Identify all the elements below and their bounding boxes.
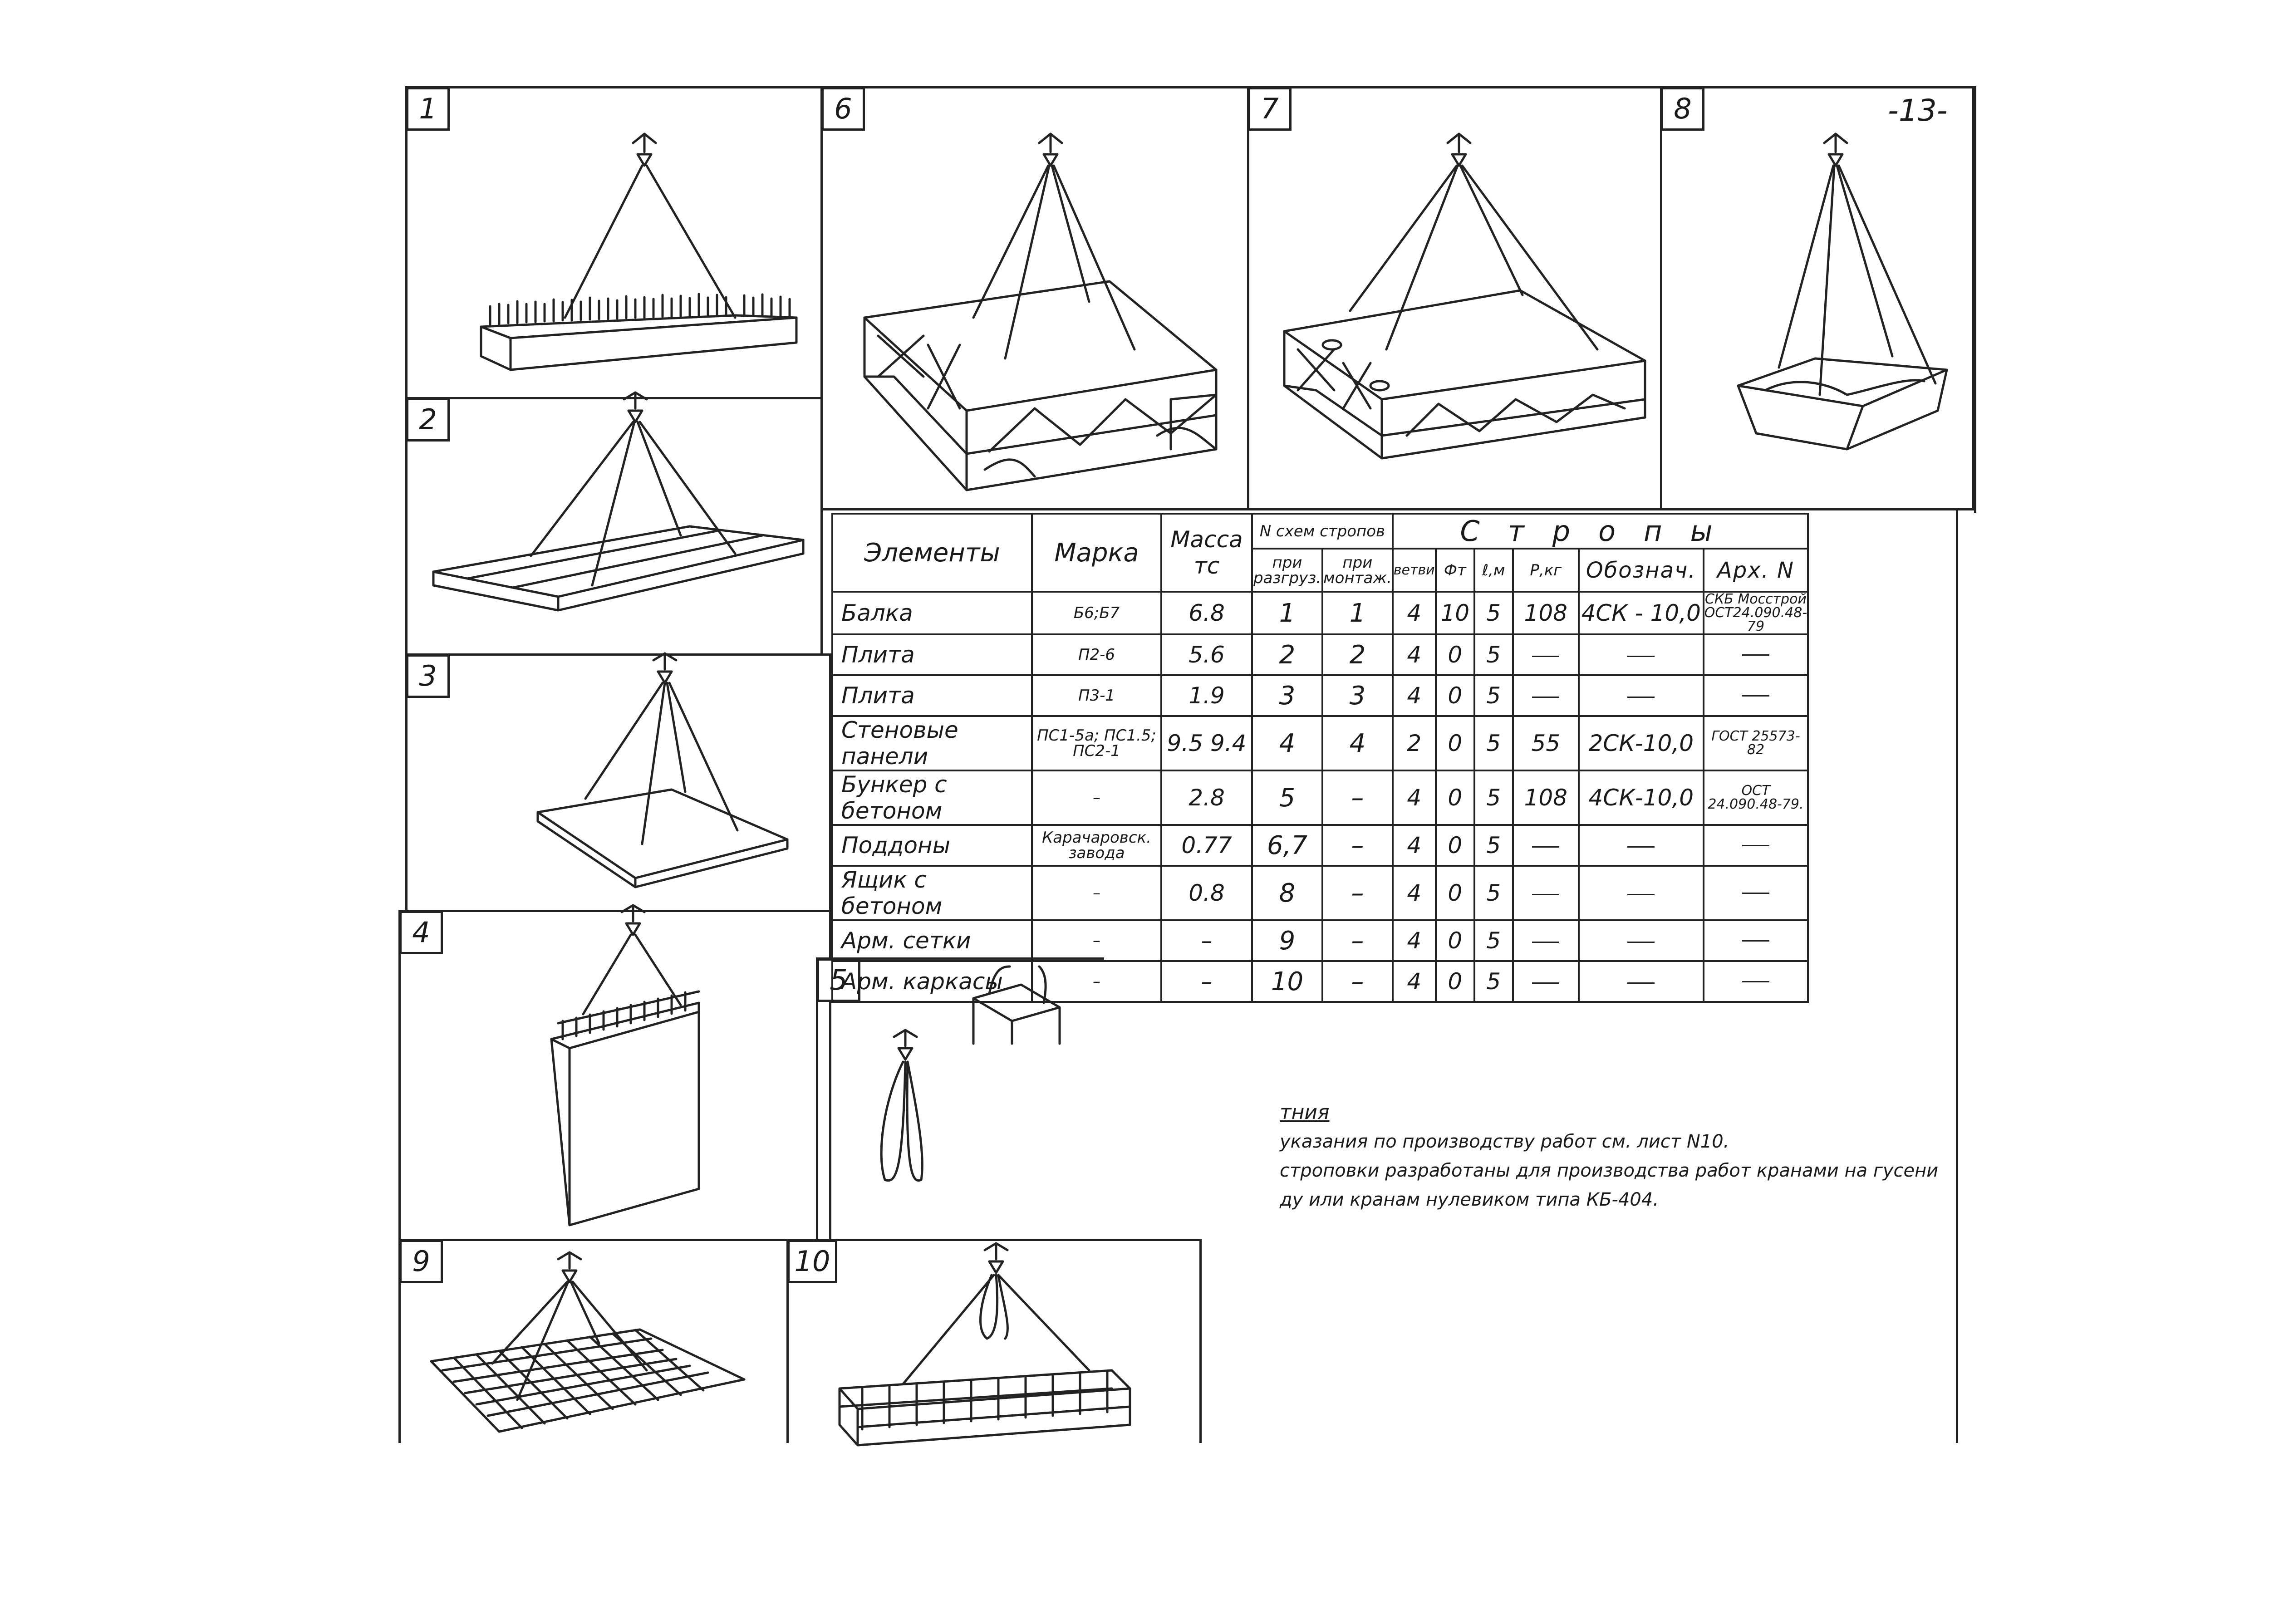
cell-p: 108 xyxy=(1513,770,1579,825)
ditto-mark xyxy=(1627,656,1655,657)
panel-number-6: 6 xyxy=(821,87,865,131)
panel-number-2: 2 xyxy=(406,398,450,442)
header-mass: Масса тс xyxy=(1161,514,1252,592)
cell-element: Плита xyxy=(832,634,1032,675)
cell-length: 5 xyxy=(1474,825,1513,866)
cell-length: 5 xyxy=(1474,961,1513,1002)
table-row xyxy=(832,592,1808,634)
cell-designation xyxy=(1579,920,1704,961)
cell-element: Стеновые панели xyxy=(832,716,1032,770)
cell-element: Поддоны xyxy=(832,825,1032,866)
notes-line-1: указания по производству работ см. лист N10. xyxy=(1280,1131,1729,1152)
cell-element: Балка xyxy=(832,592,1032,634)
cell-scheme-mount: – xyxy=(1322,920,1393,961)
notes-line-2: строповки разработаны для производства работ кранами на гусени xyxy=(1280,1160,1939,1181)
cell-designation xyxy=(1579,961,1704,1002)
cell-length: 5 xyxy=(1474,716,1513,770)
ditto-mark xyxy=(1742,695,1769,697)
panel-number-7: 7 xyxy=(1248,87,1292,131)
cell-scheme-mount: 3 xyxy=(1322,675,1393,716)
cell-p: 108 xyxy=(1513,592,1579,634)
cell-scheme-unload: 9 xyxy=(1252,920,1322,961)
cell-p xyxy=(1513,920,1579,961)
cell-mass: 1.9 xyxy=(1161,675,1252,716)
cell-scheme-unload: 1 xyxy=(1252,592,1322,634)
cell-branches: 4 xyxy=(1393,825,1436,866)
table-row xyxy=(832,634,1808,675)
cell-p xyxy=(1513,961,1579,1002)
cell-mass: 0.8 xyxy=(1161,866,1252,920)
cell-mark: – xyxy=(1032,866,1161,920)
cell-scheme-mount: – xyxy=(1322,961,1393,1002)
ditto-mark xyxy=(1627,982,1655,984)
notes-block xyxy=(1280,1098,1938,1214)
flat-slab-drawing xyxy=(538,653,787,887)
panel-number-8: 8 xyxy=(1661,87,1704,131)
table-row xyxy=(832,961,1808,1002)
cell-diameter: 0 xyxy=(1436,866,1474,920)
cell-mark: Б6;Б7 xyxy=(1032,592,1161,634)
cell-arch xyxy=(1704,866,1808,920)
panel-number-3: 3 xyxy=(406,654,450,698)
cell-scheme-unload: 4 xyxy=(1252,716,1322,770)
panel-number-1: 1 xyxy=(406,87,450,131)
ditto-mark xyxy=(1742,940,1769,942)
panel-number-9: 9 xyxy=(399,1240,443,1283)
ditto-mark xyxy=(1742,845,1769,846)
cell-designation: 4СК - 10,0 xyxy=(1579,592,1704,634)
slings-table xyxy=(831,513,1809,1003)
cell-designation: 2СК-10,0 xyxy=(1579,716,1704,770)
pallet-frame-drawing-6 xyxy=(864,134,1216,490)
page-number: -13- xyxy=(1888,93,1948,128)
cell-mark: П3-1 xyxy=(1032,675,1161,716)
cell-scheme-unload: 2 xyxy=(1252,634,1322,675)
cell-branches: 4 xyxy=(1393,770,1436,825)
header-p: Р,кг xyxy=(1513,549,1579,592)
pallet-frame-drawing-7 xyxy=(1284,134,1645,458)
cell-scheme-mount: 4 xyxy=(1322,716,1393,770)
cell-diameter: 0 xyxy=(1436,825,1474,866)
rebar-cage-drawing xyxy=(840,1243,1130,1445)
cell-p xyxy=(1513,675,1579,716)
cell-p xyxy=(1513,634,1579,675)
ditto-mark xyxy=(1532,982,1559,984)
cell-element: Арм. каркасы xyxy=(832,961,1032,1002)
cell-arch xyxy=(1704,634,1808,675)
ditto-mark xyxy=(1742,654,1769,656)
table-row xyxy=(832,866,1808,920)
panel-number-4: 4 xyxy=(399,911,443,954)
header-mark: Марка xyxy=(1032,514,1161,592)
cell-mark: – xyxy=(1032,961,1161,1002)
header-slings: Стропы xyxy=(1393,514,1808,549)
cell-scheme-mount: – xyxy=(1322,866,1393,920)
header-branches: ветви xyxy=(1393,549,1436,592)
table-row xyxy=(832,825,1808,866)
cell-arch: СКБ Мосстрой ОСТ24.090.48-79 xyxy=(1704,591,1807,634)
ditto-mark xyxy=(1627,894,1655,895)
table-row xyxy=(832,675,1808,716)
cell-length: 5 xyxy=(1474,866,1513,920)
ditto-mark xyxy=(1532,894,1559,895)
cell-branches: 4 xyxy=(1393,592,1436,634)
beam-drawing xyxy=(481,134,796,370)
header-diameter: Фт xyxy=(1436,549,1474,592)
cell-designation xyxy=(1579,675,1704,716)
cell-designation xyxy=(1579,634,1704,675)
cell-arch xyxy=(1704,825,1808,866)
panel-number-5: 5 xyxy=(817,958,860,1002)
cell-scheme-unload: 5 xyxy=(1252,770,1322,825)
cell-mark: – xyxy=(1032,920,1161,961)
table-body xyxy=(832,592,1808,1002)
ditto-mark xyxy=(1742,981,1769,982)
table-row xyxy=(832,716,1808,770)
ditto-mark xyxy=(1627,697,1655,698)
cell-branches: 4 xyxy=(1393,634,1436,675)
cell-scheme-unload: 8 xyxy=(1252,866,1322,920)
cell-diameter: 0 xyxy=(1436,770,1474,825)
cell-mass: 9.5 9.4 xyxy=(1161,716,1252,770)
ditto-mark xyxy=(1532,656,1559,657)
cell-branches: 4 xyxy=(1393,866,1436,920)
cell-diameter: 10 xyxy=(1436,592,1474,634)
cell-scheme-unload: 3 xyxy=(1252,675,1322,716)
notes-title: тния xyxy=(1280,1101,1330,1124)
ditto-mark xyxy=(1532,942,1559,943)
wall-panel-drawing xyxy=(551,905,699,1225)
cell-length: 5 xyxy=(1474,675,1513,716)
header-schemes: N схем стропов xyxy=(1252,514,1393,549)
cell-p: 55 xyxy=(1513,716,1579,770)
cell-arch xyxy=(1704,920,1808,961)
ditto-mark xyxy=(1532,846,1559,848)
cell-arch xyxy=(1704,961,1808,1002)
ditto-mark xyxy=(1742,893,1769,894)
cell-length: 5 xyxy=(1474,770,1513,825)
cell-length: 5 xyxy=(1474,920,1513,961)
cell-diameter: 0 xyxy=(1436,675,1474,716)
table-row xyxy=(832,770,1808,825)
cell-mass: 5.6 xyxy=(1161,634,1252,675)
concrete-box-drawing xyxy=(1738,134,1947,449)
cell-scheme-mount: 1 xyxy=(1322,592,1393,634)
cell-mark: П2-6 xyxy=(1032,634,1161,675)
cell-mass: 0.77 xyxy=(1161,825,1252,866)
cell-branches: 4 xyxy=(1393,675,1436,716)
cell-mark: – xyxy=(1032,770,1161,825)
header-arch-n: Арх. N xyxy=(1704,549,1808,592)
ribbed-slab-drawing xyxy=(433,393,803,610)
cell-element: Арм. сетки xyxy=(832,920,1032,961)
cell-mass: – xyxy=(1161,920,1252,961)
cell-scheme-mount: – xyxy=(1322,825,1393,866)
cell-p xyxy=(1513,825,1579,866)
cell-branches: 2 xyxy=(1393,716,1436,770)
cell-arch: ОСТ 24.090.48-79. xyxy=(1704,770,1808,825)
cell-scheme-mount: 2 xyxy=(1322,634,1393,675)
ditto-mark xyxy=(1627,942,1655,943)
header-designation: Обознач. xyxy=(1579,549,1704,592)
cell-element: Ящик с бетоном xyxy=(832,866,1032,920)
header-elements: Элементы xyxy=(832,514,1032,592)
header-length: ℓ,м xyxy=(1474,549,1513,592)
cell-branches: 4 xyxy=(1393,920,1436,961)
cell-branches: 4 xyxy=(1393,961,1436,1002)
cell-arch: ГОСТ 25573-82 xyxy=(1704,716,1808,770)
cell-diameter: 0 xyxy=(1436,716,1474,770)
ditto-mark xyxy=(1532,697,1559,698)
cell-scheme-unload: 6,7 xyxy=(1252,825,1322,866)
cell-designation xyxy=(1579,825,1704,866)
ditto-mark xyxy=(1627,846,1655,848)
cell-length: 5 xyxy=(1474,634,1513,675)
notes-line-3: ду или кранам нулевиком типа КБ-404. xyxy=(1280,1189,1659,1210)
cell-element: Плита xyxy=(832,675,1032,716)
cell-scheme-mount: – xyxy=(1322,770,1393,825)
cell-p xyxy=(1513,866,1579,920)
cell-mass: 6.8 xyxy=(1161,592,1252,634)
header-at-unloading: при разгруз. xyxy=(1252,549,1322,592)
cell-designation xyxy=(1579,866,1704,920)
table-row xyxy=(832,920,1808,961)
cell-diameter: 0 xyxy=(1436,961,1474,1002)
cell-element: Бункер с бетоном xyxy=(832,770,1032,825)
cell-arch xyxy=(1704,675,1808,716)
cell-diameter: 0 xyxy=(1436,920,1474,961)
cell-length: 5 xyxy=(1474,592,1513,634)
cell-mass: – xyxy=(1161,961,1252,1002)
cell-diameter: 0 xyxy=(1436,634,1474,675)
cell-scheme-unload: 10 xyxy=(1252,961,1322,1002)
rebar-mesh-drawing xyxy=(431,1252,744,1432)
cell-mass: 2.8 xyxy=(1161,770,1252,825)
cell-designation: 4СК-10,0 xyxy=(1579,770,1704,825)
panel-number-10: 10 xyxy=(787,1240,837,1283)
cell-mark: Карачаровск. завода xyxy=(1032,825,1161,866)
header-at-mounting: при монтаж. xyxy=(1322,549,1393,592)
cell-mark: ПС1-5а; ПС1.5; ПС2-1 xyxy=(1032,716,1161,770)
